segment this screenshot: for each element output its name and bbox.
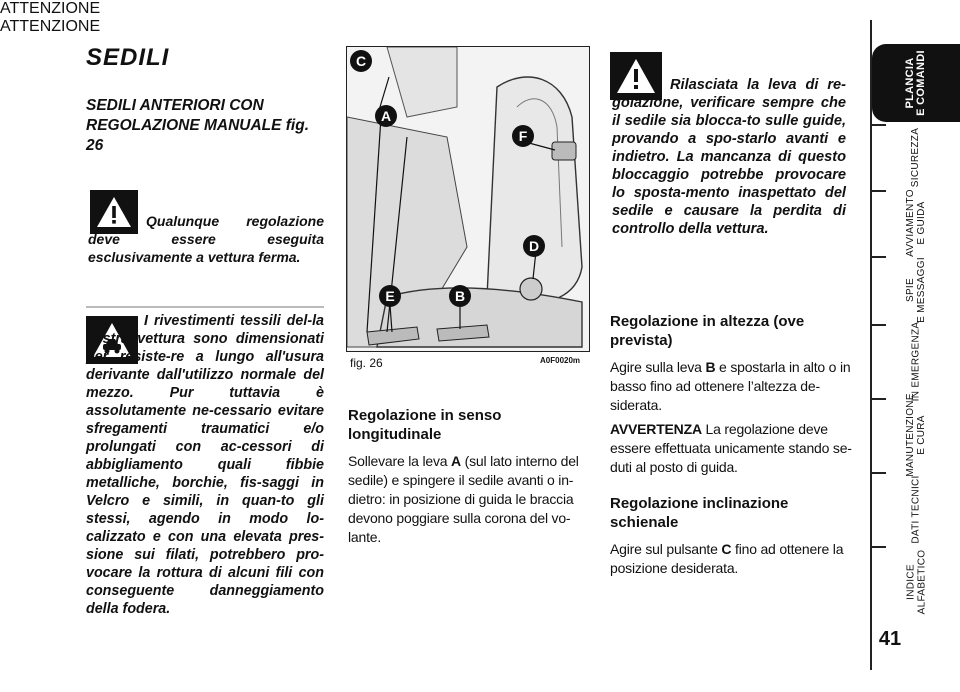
height-text-post: e spostarla in alto o in basso fino ad ottenere l’altezza de-siderata. <box>610 359 851 413</box>
tab-indice-alfabetico[interactable] <box>872 548 960 616</box>
section-title: SEDILI <box>86 44 170 71</box>
tab-plancia-e-comandi[interactable] <box>872 44 960 122</box>
tab-label: MANUTENZIONE E CURA <box>904 393 927 477</box>
height-note-text: La regolazione deve essere effettuata unicamente stando se-duti al posto di guida. <box>610 421 852 475</box>
backrest-text-pre: Agire sul pulsante <box>610 541 722 557</box>
warning-header-2: ATTENZIONE <box>0 18 101 35</box>
height-key: B <box>705 359 716 375</box>
longitudinal-key: A <box>451 453 461 469</box>
tab-label: IN EMERGENZA <box>910 321 922 401</box>
warning-text-1: Qualunque regolazione deve essere eseguita esclusivamente a vettura ferma. <box>88 213 324 265</box>
tab-label: PLANCIA E COMANDI <box>904 50 927 116</box>
figure-label-b: B <box>449 285 471 307</box>
backrest-text <box>610 540 852 578</box>
seat-figure <box>346 46 590 352</box>
environment-note-text: I rivestimenti tessili del-la vostra vettura sono dimensionati per resiste-re a lungo all'usura derivante dall'utilizzo normale del mezzo. Pur tuttavia è assolutamente ne-cessario evitare sfregamenti traumatici e/o prolungati con ac-cessori di abbigliamento quali fibbie metalliche, borchie, fis-saggi in Velcro e simili, in quan-to gli stessi, agendo in modo lo-calizzato e con una elevata pres-sione sui filati, potrebbero pro-vocare la rottura di alcuni fili con conseguente danneggiamento della fodera. <box>86 313 324 617</box>
tab-label: DATI TECNICI <box>910 474 922 544</box>
tab-avviamento-e-guida[interactable] <box>872 189 960 257</box>
figure-label-c: C <box>350 50 372 72</box>
height-text <box>610 358 852 415</box>
height-text-pre: Agire sulla leva <box>610 359 706 375</box>
longitudinal-heading: Regolazione in senso longitudinale <box>348 407 502 443</box>
height-note <box>610 420 852 477</box>
section-subtitle: SEDILI ANTERIORI CON REGOLAZIONE MANUALE fig. 26 <box>86 97 310 154</box>
backrest-key: C <box>721 541 732 557</box>
tab-label: SICUREZZA <box>910 127 922 187</box>
longitudinal-text-post: (sul lato interno del sedile) e spingere il sedile avanti o in-dietro: in posizione di guida le braccia devono poggiare sulla corona del vo-lante. <box>348 453 579 545</box>
page-number: 41 <box>878 628 902 650</box>
figure-label-d: D <box>523 235 545 257</box>
tab-label: AVVIAMENTO E GUIDA <box>905 189 927 257</box>
tab-dati-tecnici[interactable] <box>872 474 960 544</box>
warning-text-2: Rilasciata la leva di re-golazione, verificare sempre che il sedile sia blocca-to sulle guide, provando a spo-starlo avanti e indietro. La mancanza di questo bloccaggio potrebbe provocare lo sposta-mento inaspettato del sedile e causare la perdita di controllo della vettura. <box>612 77 846 237</box>
height-heading: Regolazione in altezza (ove prevista) <box>610 313 805 349</box>
backrest-heading: Regolazione inclinazione schienale <box>610 495 789 531</box>
tab-label: INDICE ALFABETICO <box>905 549 927 615</box>
warning-header-1: ATTENZIONE <box>0 0 101 17</box>
height-note-label: AVVERTENZA <box>610 421 702 437</box>
tab-label: SPIE E MESSAGGI <box>904 257 927 323</box>
longitudinal-text <box>348 452 590 547</box>
figure-label-e: E <box>379 285 401 307</box>
longitudinal-text-pre: Sollevare la leva <box>348 453 452 469</box>
divider <box>86 306 324 308</box>
figure-label-a: A <box>375 105 397 127</box>
backrest-text-post: fino ad ottenere la posizione desiderata. <box>610 541 844 576</box>
figure-label-f: F <box>512 125 534 147</box>
figure-caption: fig. 26 <box>350 356 383 370</box>
figure-code: A0F0020m <box>540 356 581 365</box>
tab-in-emergenza[interactable] <box>872 321 960 401</box>
tab-manutenzione-e-cura[interactable] <box>872 393 960 477</box>
tab-sicurezza[interactable] <box>872 126 960 188</box>
tab-spie-e-messaggi[interactable] <box>872 258 960 322</box>
